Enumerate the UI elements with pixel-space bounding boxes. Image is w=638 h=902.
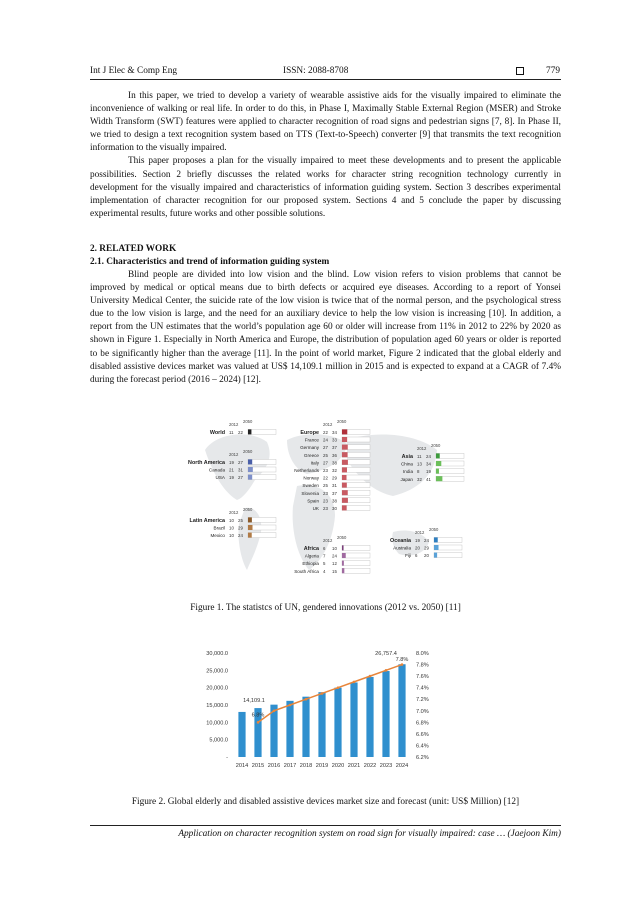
value-2050: 12 <box>332 561 337 567</box>
value-2050: 27 <box>238 475 243 481</box>
left-tick-label: 25,000.0 <box>206 668 228 675</box>
value-2012: 4 <box>323 568 326 574</box>
value-2050: 24 <box>424 538 429 543</box>
region-name: World <box>209 430 225 436</box>
right-tick-label: 6.2% <box>416 755 429 761</box>
value-2012: 24 <box>323 437 328 443</box>
value-2050: 10 <box>332 546 337 551</box>
year-2012-label: 2012 <box>417 446 427 451</box>
left-tick-label: 5,000.0 <box>209 737 228 744</box>
value-2050: 38 <box>332 460 337 466</box>
region-name: Spain <box>307 498 319 504</box>
market-size-bar <box>334 688 341 757</box>
value-2012: 11 <box>229 430 234 435</box>
value-2012: 25 <box>323 452 328 458</box>
value-2012: 22 <box>323 430 328 435</box>
region-name: India <box>403 469 413 475</box>
region-name: North America <box>188 460 225 466</box>
bar-fill <box>342 475 347 480</box>
region-name: Ethiopia <box>302 561 319 567</box>
region-name: Algeria <box>304 553 319 559</box>
value-2012: 25 <box>323 483 328 489</box>
figure-1-svg <box>188 419 443 592</box>
value-2050: 20 <box>424 553 429 559</box>
bar-fill <box>248 533 252 538</box>
x-tick-label: 2019 <box>315 763 329 769</box>
market-size-bar <box>366 677 373 757</box>
region-name: Germany <box>300 445 319 451</box>
value-2012: 8 <box>417 469 420 475</box>
x-tick-label: 2022 <box>363 763 377 769</box>
x-tick-label: 2017 <box>283 763 297 769</box>
bar-fill <box>342 452 348 457</box>
growth-rate-point <box>257 721 260 724</box>
year-2050-label: 2050 <box>429 527 439 532</box>
bar-fill <box>248 459 252 464</box>
value-2050: 34 <box>332 430 337 435</box>
value-2012: 13 <box>417 461 422 467</box>
figure-2-caption: Figure 2. Global elderly and disabled assistive devices market size and forecast (unit: US$ Million) [12] <box>131 797 520 807</box>
value-2012: 10 <box>229 518 234 523</box>
market-size-bar <box>286 701 293 757</box>
bar-fill <box>248 525 253 530</box>
x-tick-label: 2014 <box>235 763 249 769</box>
value-2050: 37 <box>332 445 337 451</box>
region-row <box>393 545 462 551</box>
value-2050: 37 <box>332 490 337 496</box>
bar-fill <box>342 460 348 465</box>
value-2012: 6 <box>415 553 418 559</box>
market-size-bar <box>302 697 309 757</box>
value-2050: 27 <box>238 460 243 465</box>
value-2012: 21 <box>229 467 234 473</box>
value-2050: 22 <box>238 430 243 435</box>
bar-track <box>248 429 276 434</box>
region-row <box>304 545 370 552</box>
bar-fill <box>342 561 344 566</box>
figure-1-map <box>188 419 443 592</box>
bar-track <box>434 537 462 542</box>
region-row <box>300 445 370 451</box>
value-2050: 29 <box>424 545 429 551</box>
year-2012-label: 2012 <box>323 538 333 543</box>
region-name: Canada <box>208 467 225 473</box>
region-name: Sweden <box>302 483 319 489</box>
bar-fill <box>342 467 347 472</box>
intro-paragraph-1: In this paper, we tried to develop a variety of wearable assistive aids for the visually impaired to eliminate the inconvenience of walking or real life. In order to do this, in Phase I, Maximally Stable External Region (MSER) and Stroke Width Transform (SWT) features were applied to character recognition of road signs and pedestrian signs [7, 8]. In Phase II, we tried to design a text recognition system based on TTS (Text-to-Speech) converter [9] that transmits the text recognition information to the visually impaired. <box>90 91 561 154</box>
market-size-bar <box>238 712 245 757</box>
right-tick-label: 6.6% <box>416 731 429 738</box>
bar-fill <box>248 467 253 472</box>
section2-text <box>90 269 561 387</box>
growth-rate-point <box>337 686 340 689</box>
bar-track <box>342 553 370 558</box>
footer-rule <box>90 825 561 826</box>
bar-fill <box>342 429 347 434</box>
region-name: Slovenia <box>301 490 319 496</box>
market-size-bar <box>398 664 405 757</box>
region-row <box>300 429 370 436</box>
region-name: Japan <box>400 476 413 482</box>
region-name: Norway <box>303 475 319 481</box>
bar-fill <box>342 498 348 503</box>
value-2012: 27 <box>323 445 328 451</box>
x-tick-label: 2015 <box>251 763 265 769</box>
value-2012: 27 <box>323 460 328 466</box>
bar-fill <box>248 429 251 434</box>
x-tick-label: 2020 <box>331 763 345 769</box>
figure-1-caption: Figure 1. The statistcs of UN, gendered innovations (2012 vs. 2050) [11] <box>190 603 461 613</box>
bar-fill <box>436 469 439 474</box>
data-label: 14,109.1 <box>243 698 265 705</box>
region-name: Latin America <box>189 518 225 524</box>
figure-2-svg <box>196 645 442 778</box>
growth-rate-point <box>369 675 372 678</box>
region-row <box>301 490 370 496</box>
value-2050: 19 <box>426 469 431 475</box>
market-size-bar <box>350 682 357 757</box>
value-2012: 19 <box>415 538 420 543</box>
region-row <box>403 469 464 475</box>
right-tick-label: 7.2% <box>416 697 429 704</box>
region-row <box>209 467 276 473</box>
bar-fill <box>248 475 252 480</box>
region-name: France <box>304 437 319 443</box>
value-2012: 23 <box>323 498 328 504</box>
growth-rate-line <box>258 665 402 723</box>
region-row <box>294 568 370 574</box>
region-name: Oceania <box>390 538 411 544</box>
left-tick-label: 30,000.0 <box>206 651 228 657</box>
bar-fill <box>436 461 441 466</box>
section2-paragraph-1: Blind people are divided into low vision and the blind. Low vision refers to vision problems that cannot be improved by medical or optical means due to birth defects or acquired eye diseases. According to a report of Yonsei University Medical Center, the suicide rate of the low vision is twice that of the normal person, and the psychological stress due to the low vision is large, and the need for an auxiliary device to help the low vision is increasing [10]. In addition, a report from the UN estimates that the world’s population age 60 or older will increase from 11% in 2012 to 22% by 2020 as shown in Figure 1. Especially in North America and Europe, the distribution of population aged 60 years or older is reported to be significantly higher than the average [11]. In the point of world market, Figure 2 indicated that the global elderly and disabled assistive devices market was valued at US$ 14,109.1 million in 2015 and is expected to expand at a CAGR of 7.4% during the forecast period (2016 – 2024) [12]. <box>90 270 561 385</box>
growth-rate-point <box>385 669 388 672</box>
bar-fill <box>342 490 348 495</box>
value-2012: 19 <box>229 460 234 465</box>
data-label: 7.8% <box>395 657 409 663</box>
bar-fill <box>434 553 437 558</box>
value-2050: 24 <box>426 454 431 459</box>
region-name: China <box>400 461 413 467</box>
value-2050: 36 <box>332 452 337 458</box>
value-2012: 23 <box>323 468 328 473</box>
value-2050: 29 <box>238 525 243 531</box>
region-name: Italy <box>310 460 319 466</box>
left-tick-label: 20,000.0 <box>206 685 228 692</box>
growth-rate-point <box>273 709 276 712</box>
intro-paragraph-2: This paper proposes a plan for the visually impaired to meet these developments and to present the applicable possibilities. Section 2 briefly discusses the related works for character string recognition technology currently in development for the visually impaired and characteristics of information guiding system. Section 3 describes experimental implementation of character recognition for our proposed system. Sections 4 and 5 conclude the paper by discussing experimental results, future works and other possible solutions. <box>90 156 561 219</box>
value-2012: 22 <box>323 475 328 481</box>
value-2012: 5 <box>323 561 326 567</box>
bar-fill <box>342 483 347 488</box>
data-label: 6.8% <box>251 712 265 719</box>
x-tick-label: 2023 <box>379 763 393 769</box>
value-2012: 19 <box>229 475 234 481</box>
region-row <box>302 561 370 567</box>
region-name: USA <box>215 475 225 481</box>
region-name: South Africa <box>294 568 319 574</box>
growth-rate-point <box>353 681 356 684</box>
value-2012: 20 <box>415 545 420 551</box>
bar-track <box>248 533 276 538</box>
right-tick-label: 7.0% <box>416 708 429 715</box>
region-name: Netherlands <box>294 468 319 473</box>
year-2012-label: 2012 <box>229 422 239 427</box>
value-2012: 10 <box>229 525 234 531</box>
region-row <box>302 483 370 489</box>
right-tick-label: 6.4% <box>416 743 429 750</box>
bar-fill <box>248 517 252 522</box>
right-tick-label: 7.4% <box>416 685 429 692</box>
bar-fill <box>436 476 442 481</box>
right-tick-label: 6.8% <box>416 720 429 727</box>
value-2050: 25 <box>238 518 243 523</box>
year-2012-label: 2012 <box>323 422 333 427</box>
x-tick-label: 2018 <box>299 763 313 769</box>
value-2012: 11 <box>417 454 422 459</box>
market-size-bar <box>318 692 325 757</box>
header-rule <box>90 79 561 80</box>
bar-track <box>342 561 370 566</box>
growth-rate-point <box>321 692 324 695</box>
year-2050-label: 2050 <box>337 419 347 424</box>
left-tick-label: 10,000.0 <box>206 720 228 727</box>
value-2050: 15 <box>332 568 337 574</box>
region-name: Asia <box>401 454 413 460</box>
value-2012: 10 <box>229 533 234 539</box>
value-2050: 41 <box>426 476 431 482</box>
year-2050-label: 2050 <box>243 449 253 454</box>
value-2050: 31 <box>332 483 337 489</box>
year-2050-label: 2050 <box>243 419 253 424</box>
value-2050: 24 <box>332 553 337 559</box>
region-row <box>400 476 464 482</box>
right-tick-label: 8.0% <box>416 651 429 657</box>
bar-track <box>248 517 276 522</box>
section-heading: 2. RELATED WORK <box>90 244 177 254</box>
value-2012: 23 <box>323 490 328 496</box>
year-2012-label: 2012 <box>415 530 425 535</box>
value-2012: 23 <box>323 506 328 511</box>
bar-track <box>342 545 370 550</box>
value-2050: 31 <box>238 467 243 473</box>
data-label: 26,757.4 <box>375 651 397 657</box>
subsection-heading: 2.1. Characteristics and trend of information guiding system <box>90 257 330 267</box>
bar-track <box>434 553 462 558</box>
region-name: Australia <box>393 545 411 551</box>
value-2050: 24 <box>238 533 243 539</box>
bar-fill <box>342 445 348 450</box>
region-name: Europe <box>300 430 319 436</box>
region-name: Mexico <box>210 533 225 539</box>
x-tick-label: 2024 <box>395 763 409 769</box>
market-size-bar <box>382 671 389 757</box>
value-2050: 29 <box>332 475 337 481</box>
bar-track <box>436 453 464 458</box>
page-header <box>90 66 560 80</box>
region-row <box>307 498 370 504</box>
bar-fill <box>434 545 439 550</box>
region-name: Africa <box>303 546 319 552</box>
year-2050-label: 2050 <box>337 535 347 540</box>
year-2050-label: 2050 <box>431 443 441 448</box>
bar-fill <box>342 545 344 550</box>
year-2012-label: 2012 <box>229 510 239 515</box>
region-name: Brazil <box>213 525 225 531</box>
left-tick-label: 15,000.0 <box>206 703 228 709</box>
intro-text <box>90 90 561 221</box>
checkbox-square-icon <box>516 67 524 75</box>
bar-track <box>436 469 464 474</box>
year-2012-label: 2012 <box>229 452 239 457</box>
bar-fill <box>436 453 440 458</box>
year-2050-label: 2050 <box>243 507 253 512</box>
bar-fill <box>434 537 438 542</box>
bar-fill <box>342 437 347 442</box>
issn: ISSN: 2088-8708 <box>283 66 349 76</box>
growth-rate-point <box>289 704 292 707</box>
page-number: 779 <box>546 66 560 76</box>
bar-fill <box>342 553 346 558</box>
growth-rate-point <box>401 663 404 666</box>
bar-track <box>342 568 370 573</box>
value-2050: 32 <box>332 468 337 473</box>
bar-fill <box>342 568 344 573</box>
right-tick-label: 7.8% <box>416 662 429 669</box>
value-2012: 32 <box>417 476 422 482</box>
region-name: UK <box>312 506 319 511</box>
bar-fill <box>342 505 347 510</box>
x-tick-label: 2021 <box>347 763 361 769</box>
region-row <box>303 475 370 481</box>
figure-2-chart <box>196 645 442 778</box>
region-name: Greece <box>303 452 319 458</box>
growth-rate-point <box>305 698 308 701</box>
left-tick-label: - <box>226 755 228 761</box>
x-tick-label: 2016 <box>267 763 281 769</box>
page-footer: Application on character recognition system on road sign for visually impaired: case … (Jaejoon Kim) <box>178 829 561 839</box>
region-row <box>294 467 370 473</box>
region-name: Fiji <box>405 553 411 559</box>
right-tick-label: 7.6% <box>416 674 429 681</box>
value-2050: 34 <box>426 461 431 467</box>
value-2050: 38 <box>332 498 337 504</box>
journal-name: Int J Elec & Comp Eng <box>90 66 178 76</box>
region-row <box>190 517 276 524</box>
value-2012: 6 <box>323 546 326 551</box>
region-row <box>305 553 370 559</box>
value-2050: 33 <box>332 437 337 443</box>
value-2050: 30 <box>332 506 337 511</box>
value-2012: 7 <box>323 553 326 559</box>
